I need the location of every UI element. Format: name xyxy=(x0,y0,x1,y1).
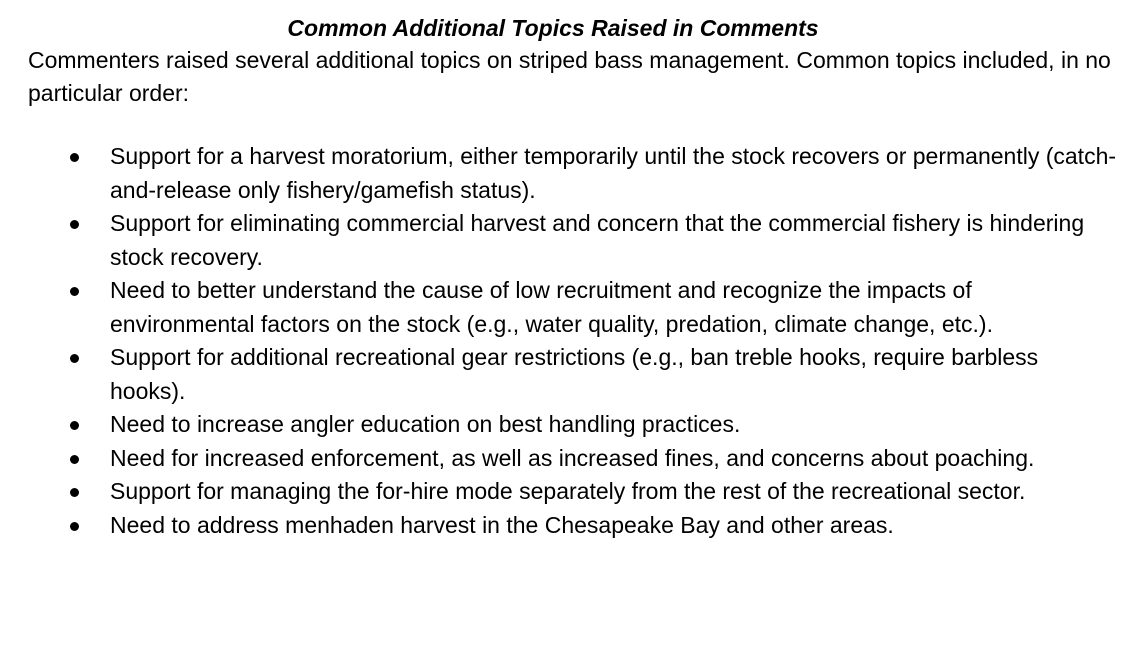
list-item-text: Need to better understand the cause of low recruitment and recognize the impacts of environmental factors on the stock (e.g., water quality, predation, climate change, etc.). xyxy=(110,277,993,337)
list-item xyxy=(28,341,1118,408)
list-item-text: Need to increase angler education on best handling practices. xyxy=(110,411,741,437)
list-item-text: Support for managing the for-hire mode separately from the rest of the recreational sector. xyxy=(110,478,1026,504)
list-item-text: Support for a harvest moratorium, either temporarily until the stock recovers or permanently (catch-and-release only fishery/gamefish status). xyxy=(110,143,1117,203)
list-item xyxy=(28,140,1118,207)
bullet-icon xyxy=(70,354,79,363)
bullet-icon xyxy=(70,287,79,296)
document-title: Common Additional Topics Raised in Comments xyxy=(287,15,819,41)
bullet-icon xyxy=(70,522,79,531)
bullet-icon xyxy=(70,455,79,464)
document-body xyxy=(28,12,1118,542)
list-item-text: Need to address menhaden harvest in the Chesapeake Bay and other areas. xyxy=(110,511,894,538)
bullet-icon xyxy=(70,220,79,229)
list-item xyxy=(28,207,1118,274)
list-item xyxy=(28,408,1118,442)
bullet-icon xyxy=(70,488,79,497)
list-item-text: Support for additional recreational gear restrictions (e.g., ban treble hooks, require barbless hooks). xyxy=(110,344,1039,404)
list-item-text: Need for increased enforcement, as well as increased fines, and concerns about poaching. xyxy=(110,444,1035,471)
list-item xyxy=(28,475,1118,509)
list-item xyxy=(28,509,1118,543)
bullet-icon xyxy=(70,153,79,162)
topics-list xyxy=(28,140,1118,542)
intro-paragraph: Commenters raised several additional topics on striped bass management. Common topics included, in no particular order: xyxy=(28,47,1111,106)
bullet-icon xyxy=(70,421,79,430)
list-item xyxy=(28,442,1118,476)
list-item xyxy=(28,274,1118,341)
list-item-text: Support for eliminating commercial harvest and concern that the commercial fishery is hindering stock recovery. xyxy=(110,210,1085,270)
